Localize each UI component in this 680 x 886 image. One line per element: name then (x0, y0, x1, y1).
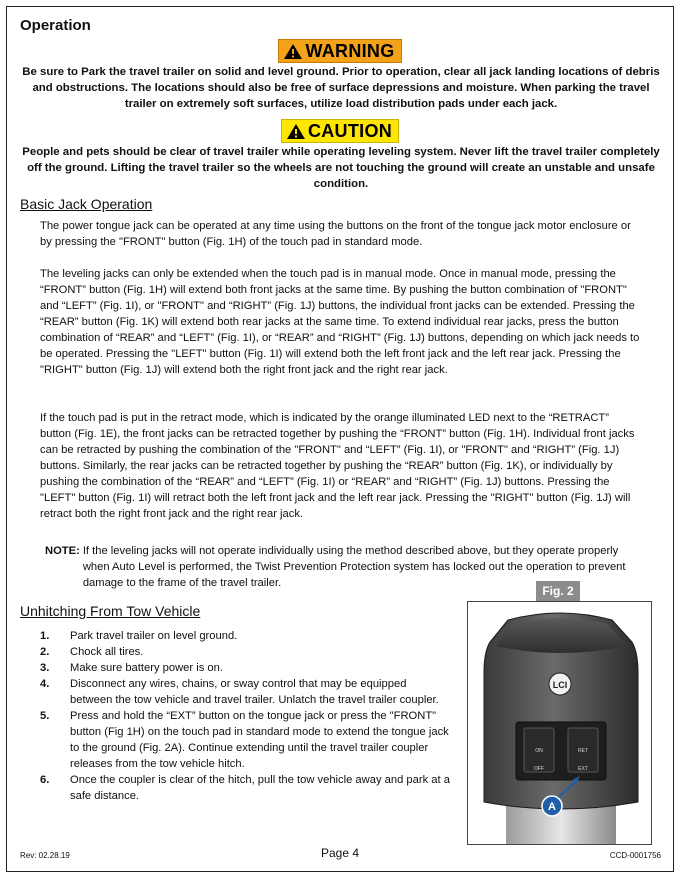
document-code: CCD-0001756 (609, 851, 661, 860)
step-item (40, 644, 450, 660)
callout-a-label: A (548, 801, 556, 813)
step-text: Park travel trailer on level ground. (70, 630, 238, 642)
caution-badge-wrap (7, 119, 673, 143)
note-label: NOTE: (45, 545, 80, 557)
step-number: 2. (40, 646, 50, 658)
page-heading: Operation (20, 17, 91, 34)
note-text: If the leveling jacks will not operate individually using the method described above, but they operate properly when Auto Level is performed, the Twist Prevention Protection system has locked out the operation to prevent damage to the frame of the travel trailer. (82, 545, 626, 589)
tongue-jack-figure (467, 601, 652, 845)
warning-badge (278, 39, 401, 63)
switch-off-label: OFF (534, 766, 544, 772)
caution-label: CAUTION (307, 121, 393, 141)
caution-text: People and pets should be clear of travel trailer while operating leveling system. Never lift the travel trailer completely off the ground. Lifting the travel trailer so the wheels are not touching the ground will create an unstable and unsafe condition. (22, 146, 660, 190)
warning-triangle-icon (283, 43, 303, 60)
basic-jack-operation-title: Basic Jack Operation (20, 196, 153, 212)
step-number: 3. (40, 662, 50, 674)
warning-label: WARNING (305, 41, 395, 61)
step-number: 6. (40, 774, 50, 786)
step-text: Once the coupler is clear of the hitch, pull the tow vehicle away and park at a safe distance. (70, 774, 450, 802)
tongue-jack-illustration (468, 602, 651, 844)
step-item (40, 708, 450, 772)
manual-page (6, 6, 674, 872)
lci-logo: LCI (552, 680, 568, 690)
unhitching-title: Unhitching From Tow Vehicle (20, 603, 201, 619)
step-text: Make sure battery power is on. (70, 662, 223, 674)
basic-paragraph-3: If the touch pad is put in the retract mode, which is indicated by the orange illuminated LED next to the “RETRACT” button (Fig. 1E), the front jacks can be retracted together by pushing the “FRONT” button (Fig. 1H). Individual front jacks can be retracted by pushing the combination of the "FRONT" and “LEFT” (Fig. 1I), or "FRONT" and “RIGHT” (Fig. 1J) buttons. Similarly, the rear jacks can be retracted together by pushing the “REAR” button (Fig. 1K), or individually by pushing the combination of the “REAR” and “LEFT” (Fig. 1I) or “REAR” and “RIGHT” (Fig. 1J) buttons. Pressing the "LEFT" button (Fig. 1I) will retract both the left front jack and the left rear jack. Pressing the "RIGHT" button (Fig. 1J) will retract both the right front jack and the right rear jack. (40, 412, 635, 520)
page-number: Page 4 (320, 846, 360, 860)
caution-badge (281, 119, 399, 143)
step-item (40, 628, 450, 644)
step-text: Press and hold the “EXT” button on the tongue jack or press the "FRONT" button (Fig 1H) on the touch pad in standard mode to extend the tongue jack to the ground (Fig. 2A). Continue extending until the travel trailer coupler releases from the tow vehicle hitch. (70, 710, 449, 770)
step-text: Chock all tires. (70, 646, 144, 658)
switch-ext-label: EXT (578, 766, 588, 772)
warning-text: Be sure to Park the travel trailer on solid and level ground. Prior to operation, clear all jack landing locations of debris and obstructions. The locations should also be free of surface depressions and moisture. When parking the travel trailer on extremely soft surfaces, utilize load distribution pads under each jack. (22, 66, 660, 110)
basic-paragraph-1: The power tongue jack can be operated at any time using the buttons on the front of the tongue jack motor enclosure or by pressing the "FRONT" button (Fig. 1H) of the touch pad in standard mode. (40, 220, 631, 248)
step-item (40, 660, 450, 676)
switch-on-label: ON (535, 748, 543, 754)
step-number: 4. (40, 678, 50, 690)
unhitching-steps (40, 628, 450, 804)
basic-paragraph-2: The leveling jacks can only be extended when the touch pad is in manual mode. Once in manual mode, pressing the “FRONT” button (Fig. 1H) will extend both front jacks at the same time. By pushing the button combination of "FRONT" and “LEFT” (Fig. 1I), or "FRONT" and “RIGHT” (Fig. 1J) buttons, the individual front jacks can be extended. Pressing the “REAR” button (Fig. 1K) will extend both rear jacks at the same time. To extend individual rear jacks, press the button combination of “REAR” and “LEFT” (Fig. 1I), or “REAR” and “RIGHT” (Fig. 1J) buttons, depending on which jack needs to be operated. Pressing the "LEFT" button (Fig. 1I) will extend both the left front jack and the left rear jack. Pressing the "RIGHT" button (Fig. 1J) will extend both the right front jack and the right rear jack. (40, 268, 640, 376)
figure-label: Fig. 2 (536, 581, 580, 601)
switch-ret-label: RET (578, 748, 588, 754)
revision-label: Rev: 02.28.19 (20, 851, 70, 860)
warning-badge-wrap (7, 39, 673, 63)
step-text: Disconnect any wires, chains, or sway control that may be equipped between the tow vehicle and travel trailer. Unlatch the travel trailer coupler. (70, 678, 439, 706)
step-number: 1. (40, 630, 50, 642)
caution-triangle-icon (286, 123, 306, 140)
step-item (40, 676, 450, 708)
step-number: 5. (40, 710, 50, 722)
step-item (40, 772, 450, 804)
